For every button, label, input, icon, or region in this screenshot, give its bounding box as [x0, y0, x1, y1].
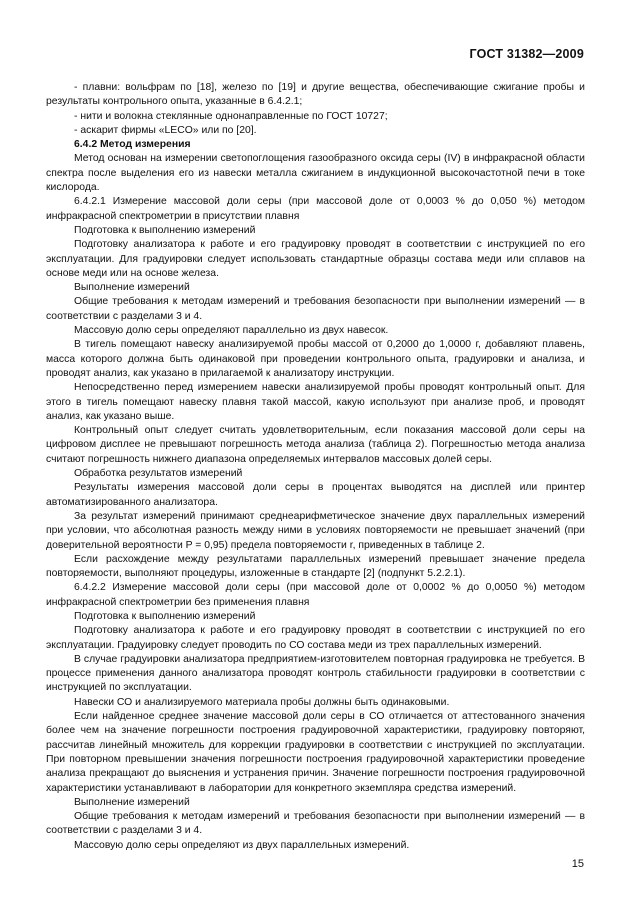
- paragraph: Подготовка к выполнению измерений: [74, 224, 256, 236]
- paragraph: Результаты измерения массовой доли серы в процентах выводятся на дисплей или принтер автоматизированного анализатора.: [46, 482, 585, 508]
- paragraph: Массовую долю серы определяют из двух параллельных измерений.: [74, 839, 410, 851]
- body-text: [46, 81, 585, 853]
- paragraph: В тигель помещают навеску анализируемой пробы массой от 0,2000 до 1,0000 г, добавляют плавень, масса которого должна быть одинаковой при проведении контрольного опыта, градуировки и анализа, и проводят анализ, как указано в прилагаемой к анализатору инструкции.: [46, 339, 585, 379]
- paragraph: Если расхождение между результатами параллельных измерений превышает значение предела повторяемости, выполняют процедуры, изложенные в стандарте [2] (подпункт 5.2.2.1).: [46, 553, 585, 580]
- paragraph: Общие требования к методам измерений и требования безопасности при выполнении измерений — в соответствии с разделами 3 и 4.: [46, 811, 585, 837]
- paragraph: Метод основан на измерении светопоглощения газообразного оксида серы (IV) в инфракрасной области спектра после выделения его из навески металла сжиганием в индукционной высокочастотной печи в токе кислорода.: [46, 153, 585, 194]
- paragraph: - аскарит фирмы «LECO» или по [20].: [74, 124, 257, 136]
- paragraph: Обработка результатов измерений: [74, 468, 243, 480]
- page-number: 15: [571, 858, 584, 870]
- paragraph: Подготовку анализатора к работе и его градуировку проводят в соответствии с инструкцией по его эксплуатации. Градуировку следует проводить по СО состава меди из трех параллельных измерений.: [46, 625, 585, 651]
- paragraph: Непосредственно перед измерением навески анализируемой пробы проводят контрольный опыт. Для этого в тигель помещают навеску плавня такой массой, какую используют при анализе проб, и проводят анализ, как указано выше.: [46, 382, 585, 422]
- paragraph: За результат измерений принимают среднеарифметическое значение двух параллельных измерений при условии, что абсолютная разность между ними в условиях повторяемости не превышает значений (при доверительной вероятности P = 0,95) предела повторяемости r, приведенных в таблице 2.: [46, 510, 585, 551]
- paragraph: Навески СО и анализируемого материала пробы должны быть одинаковыми.: [74, 696, 450, 708]
- paragraph: Общие требования к методам измерений и требования безопасности при выполнении измерений — в соответствии с разделами 3 и 4.: [46, 296, 585, 322]
- paragraph: - плавни: вольфрам по [18], железо по [19] и другие вещества, обеспечивающие сжигание пробы и результаты контрольного опыта, указанные в 6.4.2.1;: [46, 82, 585, 108]
- section-heading: 6.4.2 Метод измерения: [74, 139, 191, 151]
- paragraph: В случае градуировки анализатора предприятием-изготовителем повторная градуировка не требуется. В процессе применения данного анализатора проводят контроль стабильности градуировки в соответствии с инструкцией по эксплуатации.: [46, 653, 585, 694]
- paragraph: 6.4.2.1 Измерение массовой доли серы (при массовой доле от 0,0003 % до 0,050 %) методом инфракрасной спектрометрии в присутствии плавня: [46, 196, 585, 222]
- paragraph: Подготовка к выполнению измерений: [74, 610, 256, 622]
- paragraph: Выполнение измерений: [74, 796, 190, 808]
- paragraph: Подготовку анализатора к работе и его градуировку проводят в соответствии с инструкцией по его эксплуатации. Для градуировки следует использовать стандартные образцы состава меди или сплавов на основе меди или на основе железа.: [46, 239, 585, 279]
- paragraph: Если найденное среднее значение массовой доли серы в СО отличается от аттестованного значения более чем на значение погрешности построения градуировочной характеристики, градуировку повторяют, рассчитав линейный множитель для коррекции градуировки в соответствии с инструкцией по эксплуатации. При повторном превышении значения погрешности построения градуировочной характеристики проведение анализа прекращают до выяснения и устранения причин. Значение погрешности построения градуировочной характеристики устанавливают в лаборатории для конкретного экземпляра средства измерений.: [46, 711, 585, 794]
- paragraph: Контрольный опыт следует считать удовлетворительным, если показания массовой доли серы на цифровом дисплее не превышают погрешность метода анализа (таблица 2). Погрешностью метода анализа считают погрешность нижнего диапазона определяемых интервалов массовых долей серы.: [46, 425, 585, 465]
- paragraph: Выполнение измерений: [74, 282, 190, 294]
- paragraph: 6.4.2.2 Измерение массовой доли серы (при массовой доле от 0,0002 % до 0,0050 %) методом инфракрасной спектрометрии без применения плавня: [46, 582, 585, 608]
- paragraph: - нити и волокна стеклянные однонаправленные по ГОСТ 10727;: [74, 110, 388, 122]
- standard-header: ГОСТ 31382—2009: [469, 47, 584, 61]
- paragraph: Массовую долю серы определяют параллельно из двух навесок.: [74, 325, 389, 337]
